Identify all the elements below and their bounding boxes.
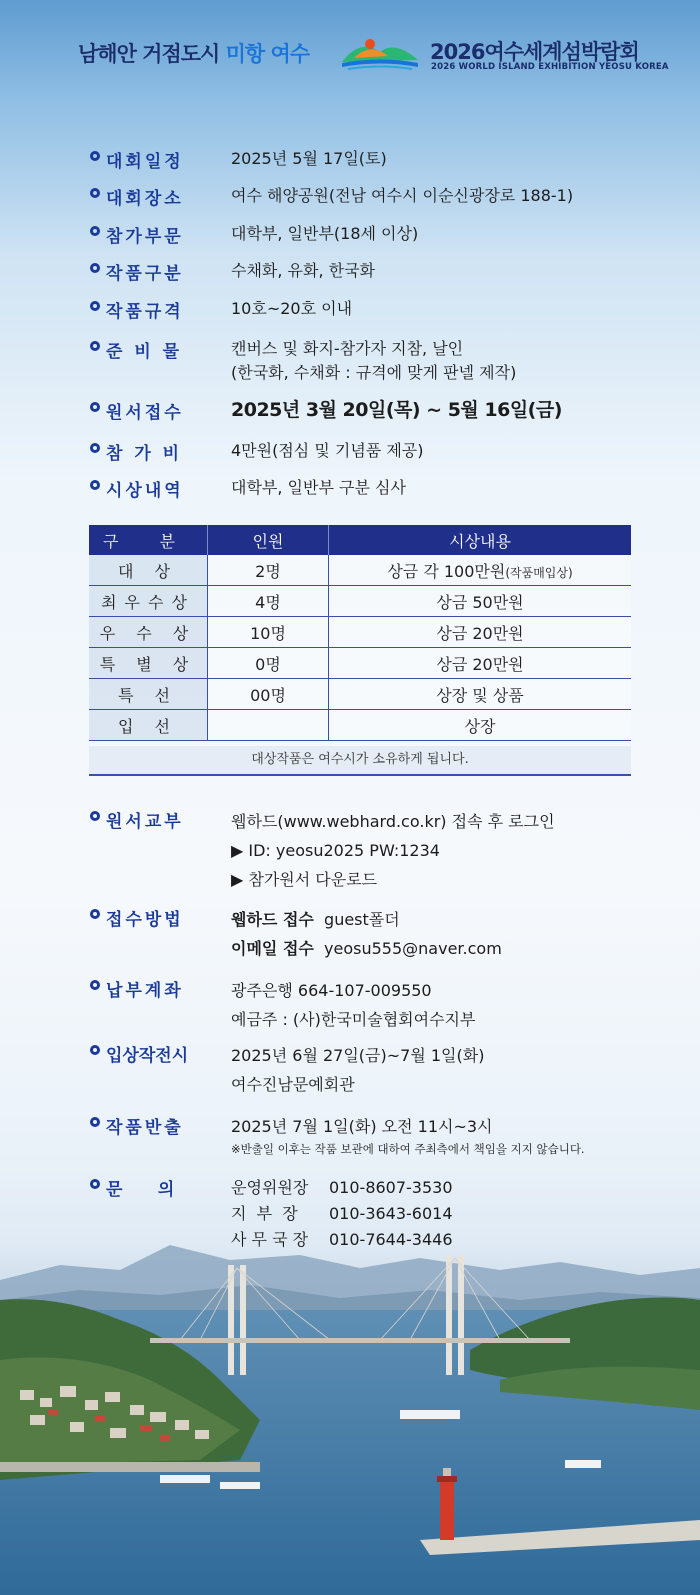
contact-line: 운영위원장 010-8607-3530 xyxy=(231,1178,453,1197)
award-prize: 상장 xyxy=(329,710,632,741)
info-label: 접수방법 xyxy=(106,910,184,930)
info-value-line: 2025년 6월 27일(금)~7월 1일(화) xyxy=(231,1046,485,1065)
info-label: 참 가 비 xyxy=(106,444,183,464)
info-row-fee xyxy=(90,439,423,464)
bullet-icon xyxy=(90,226,100,236)
expo-title: 2026여수세계섬박람회 xyxy=(430,40,639,64)
info-value-line: ▶ 참가원서 다운로드 xyxy=(231,870,378,889)
info-value xyxy=(231,1041,484,1099)
info-value xyxy=(231,1113,585,1158)
award-count: 00명 xyxy=(208,679,329,710)
info-row-awards xyxy=(90,476,406,501)
info-label: 문 의 xyxy=(106,1180,175,1200)
table-row xyxy=(89,710,631,741)
info-value-line: 이메일 접수 yeosu555@naver.com xyxy=(231,939,502,958)
return-note: ※반출일 이후는 작품 보관에 대하여 주최측에서 책임을 지지 않습니다. xyxy=(231,1142,585,1156)
award-prize: 상금 20만원 xyxy=(329,648,632,679)
info-value-line: 캔버스 및 화지-참가자 지참, 날인 xyxy=(231,339,464,358)
info-value: 2025년 5월 17일(토) xyxy=(231,149,387,168)
detail-row-exhibition xyxy=(90,1041,484,1099)
expo-logo xyxy=(340,36,420,72)
award-prize: 상금 각 100만원(작품매입상) xyxy=(329,555,632,586)
info-value: 2025년 3월 20일(목) ~ 5월 16일(금) xyxy=(231,399,562,421)
info-label: 납부계좌 xyxy=(106,981,184,1001)
info-value-line: 2025년 7월 1일(화) 오전 11시~3시 xyxy=(231,1117,493,1136)
bullet-icon xyxy=(90,1045,100,1055)
award-name: 특 별 상 xyxy=(89,648,208,679)
info-label: 작품규격 xyxy=(106,302,184,322)
award-prize: 상장 및 상품 xyxy=(329,679,632,710)
award-count xyxy=(208,710,329,741)
info-value-line: ▶ ID: yeosu2025 PW:1234 xyxy=(231,841,440,860)
info-value-line: 여수진남문예회관 xyxy=(231,1075,355,1094)
bullet-icon xyxy=(90,480,100,490)
table-row xyxy=(89,555,631,586)
info-label: 시상내역 xyxy=(106,481,184,501)
harbor-landscape-image xyxy=(0,1240,700,1595)
award-name: 대 상 xyxy=(89,555,208,586)
bullet-icon xyxy=(90,1117,100,1127)
city-slogan: 남해안 거점도시 미항 여수 xyxy=(78,42,310,66)
detail-row-submit-method xyxy=(90,905,502,963)
info-label: 대회장소 xyxy=(106,189,184,209)
award-table xyxy=(89,525,631,741)
table-row xyxy=(89,648,631,679)
bullet-icon xyxy=(90,980,100,990)
award-count: 2명 xyxy=(208,555,329,586)
info-value xyxy=(231,905,502,963)
info-label: 준 비 물 xyxy=(106,342,183,362)
award-name: 최우수상 xyxy=(89,586,208,617)
table-header-cell: 시상내용 xyxy=(329,525,632,555)
info-row-size xyxy=(90,297,352,322)
detail-row-application-form xyxy=(90,807,555,894)
info-value xyxy=(231,807,555,894)
info-value: 여수 해양공원(전남 여수시 이순신광장로 188-1) xyxy=(231,186,574,205)
info-value: 10호~20호 이내 xyxy=(231,299,353,318)
info-label: 원서접수 xyxy=(106,403,184,423)
info-value xyxy=(231,976,475,1034)
table-header-cell: 인원 xyxy=(208,525,329,555)
award-prize: 상금 50만원 xyxy=(329,586,632,617)
info-row-division xyxy=(90,222,418,247)
table-header-row xyxy=(89,525,631,555)
award-prize: 상금 20만원 xyxy=(329,617,632,648)
info-row-schedule xyxy=(90,147,387,172)
bullet-icon xyxy=(90,341,100,351)
info-label: 입상작전시 xyxy=(106,1046,189,1066)
award-count: 0명 xyxy=(208,648,329,679)
award-count: 10명 xyxy=(208,617,329,648)
detail-row-return xyxy=(90,1113,585,1158)
contact-line: 지 부 장 010-3643-6014 xyxy=(231,1204,453,1223)
bullet-icon xyxy=(90,909,100,919)
contact-line: 사 무 국 장 010-7644-3446 xyxy=(231,1230,453,1249)
bullet-icon xyxy=(90,151,100,161)
bullet-icon xyxy=(90,443,100,453)
bullet-icon xyxy=(90,811,100,821)
detail-row-payment xyxy=(90,976,475,1034)
info-value-line: 예금주 : (사)한국미술협회여수지부 xyxy=(231,1010,476,1029)
info-value-line: (한국화, 수채화 : 규격에 맞게 판넬 제작) xyxy=(231,363,517,382)
info-row-materials xyxy=(90,337,516,385)
info-label: 참가부문 xyxy=(106,227,184,247)
info-value: 4만원(점심 및 기념품 제공) xyxy=(231,441,424,460)
expo-subtitle: 2026 WORLD ISLAND EXHIBITION YEOSU KOREA xyxy=(431,62,669,72)
bullet-icon xyxy=(90,402,100,412)
award-prize-note: (작품매입상) xyxy=(505,565,573,580)
info-label: 작품구분 xyxy=(106,264,184,284)
info-row-category xyxy=(90,259,375,284)
bullet-icon xyxy=(90,301,100,311)
table-header-cell: 구 분 xyxy=(89,525,208,555)
info-label: 원서교부 xyxy=(106,812,184,832)
table-row xyxy=(89,679,631,710)
table-row xyxy=(89,586,631,617)
bullet-icon xyxy=(90,263,100,273)
info-value-line: 웹하드 접수 guest폴더 xyxy=(231,910,400,929)
table-row xyxy=(89,617,631,648)
info-value: 수채화, 유화, 한국화 xyxy=(231,261,375,280)
award-name: 특 선 xyxy=(89,679,208,710)
award-name: 우 수 상 xyxy=(89,617,208,648)
info-value-line: 웹하드(www.webhard.co.kr) 접속 후 로그인 xyxy=(231,812,555,831)
table-note: 대상작품은 여수시가 소유하게 됩니다. xyxy=(89,746,631,776)
info-row-venue xyxy=(90,184,573,209)
info-value: 대학부, 일반부(18세 이상) xyxy=(231,224,419,243)
info-row-application-period xyxy=(90,398,562,423)
award-name: 입 선 xyxy=(89,710,208,741)
bullet-icon xyxy=(90,188,100,198)
bullet-icon xyxy=(90,1179,100,1189)
info-value: 대학부, 일반부 구분 심사 xyxy=(231,478,406,497)
info-value-line: 광주은행 664-107-009550 xyxy=(231,981,432,1000)
award-count: 4명 xyxy=(208,586,329,617)
info-label: 대회일정 xyxy=(106,152,184,172)
info-value xyxy=(231,337,516,385)
info-label: 작품반출 xyxy=(106,1118,184,1138)
